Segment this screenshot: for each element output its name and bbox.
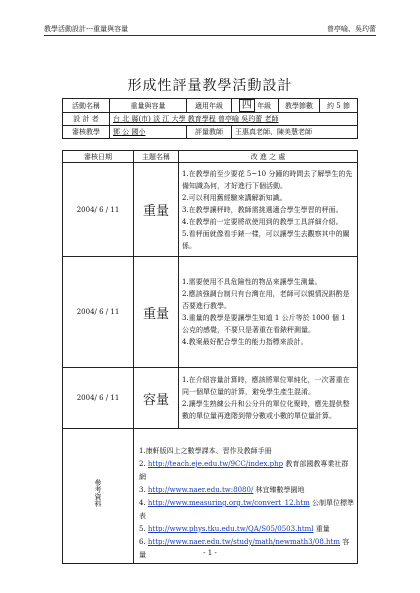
header-right: 曾亭喻、吳玓蕾 (327, 25, 376, 33)
header-rule (44, 35, 376, 36)
review-notes (179, 368, 358, 429)
references-label (63, 429, 134, 564)
note-item: 3.重量的教學是要讓學生知道 1 公斤等於 1000 個 1 公克的感覺，不要只是著重在看錶秤測量。 (182, 314, 346, 334)
reference-link[interactable]: http://www.naer.edu.tw/study/math/newmath3/08.htm (147, 538, 341, 546)
unit-header: 主題名稱 (134, 151, 179, 163)
reference-item: 3. http://www.naer.edu.tw:8080/ 林宜臻數學園地 (139, 486, 305, 494)
page-title: 形成性評量教學活動設計 (127, 78, 293, 94)
reference-item: 5. http://www.phys.tku.edu.tw/QA/S05/0503.html 重量 (139, 525, 330, 533)
notes-header: 改 進 之 處 (179, 151, 358, 163)
header-left: 教學活動設計---重量與容量 (44, 25, 129, 33)
grade-value: 四 (239, 99, 255, 112)
note-item: 3.在教學讓秤時，教師需挑選適合學生學習的秤面。 (182, 205, 343, 214)
info-table (62, 98, 358, 139)
eval-label: 評量教師 (187, 126, 232, 139)
note-item: 1.需要使用不具危險性的物品來讓學生測量。 (182, 278, 322, 286)
date-header: 審核日期 (63, 151, 134, 163)
note-item: 4.教案最好配合學生的能力指標來設計。 (182, 338, 308, 346)
references-list (134, 429, 358, 564)
note-item: 2.讓學生熟練公升和公分升的單位化聚時，應先提供整數的單位量再進階到帶分數或小數的單位量計算。 (182, 400, 350, 420)
note-item: 1.在介紹容量計算時，應該將單位單純化，一次著重在同一個單位量的計算，避免學生產生混淆。 (182, 376, 350, 396)
grade-label: 適用年級 (187, 99, 232, 113)
review-notes (179, 257, 358, 368)
grade-cell (232, 99, 279, 113)
designer-label: 設 計 者 (63, 113, 110, 126)
reference-item: 6. http://www.naer.edu.tw/study/math/newmath3/08.htm 容量 (139, 538, 350, 559)
reviewer-label: 審核教學 (63, 126, 110, 139)
note-item: 4.在教學前一定要將欲使用到的教學工具詳細介紹。 (182, 217, 343, 226)
note-item: 5.看秤面就像看手錶一樣，可以讓學生去觀察其中的關係。 (182, 229, 350, 250)
reference-link[interactable]: http://www.phys.tku.edu.tw/QA/S05/0503.html (147, 525, 314, 533)
reference-link[interactable]: http://www.naer.edu.tw:8080/ (147, 486, 254, 494)
reference-link[interactable]: http://www.measuring.org.tw/convert_12.htm (147, 499, 310, 507)
note-item: 1.在教學前至少要花 5~10 分鐘的時間去了解學生的先備知識為何，才好進行下個活動。 (182, 169, 353, 190)
page-number: - 1 - (203, 549, 217, 557)
eval-value: 王惠真老師、陳美慧老師 (232, 126, 358, 139)
periods-value: 約 5 節 (320, 99, 358, 113)
note-item: 2.可以利用舊經驗來講解新知識。 (182, 193, 287, 202)
review-unit: 重量 (134, 257, 179, 368)
references-label-text: 參考資料 (94, 479, 102, 507)
review-unit: 容量 (134, 368, 179, 429)
reference-item: 2. http://teach.eje.edu.tw/9CC/index.php 教育部國教專業社群網 (139, 460, 349, 481)
review-date: 2004/ 6 / 11 (63, 368, 134, 429)
activity-value: 重量與容量 (110, 99, 187, 113)
review-date: 2004/ 6 / 11 (63, 257, 134, 368)
reference-link[interactable]: http://teach.eje.edu.tw/9CC/index.php (147, 460, 284, 468)
grade-suffix: 年級 (257, 102, 272, 110)
review-unit: 重量 (134, 163, 179, 257)
note-item: 2.應該強調台制只有台灣在用，老師可以親情況斟酌是否要進行教學。 (182, 290, 350, 310)
review-table (62, 150, 358, 564)
reference-item: 1.康軒版四上之數學課本、習作及教師手冊 (139, 447, 272, 455)
review-date: 2004/ 6 / 11 (63, 163, 134, 257)
review-notes (179, 163, 358, 257)
activity-label: 活動名稱 (63, 99, 110, 113)
reference-item: 4. http://www.measuring.org.tw/convert_12.htm 公制單位標準表 (139, 499, 354, 520)
reviewer-value: 鄧 公 國小 (110, 126, 187, 139)
designer-value: 台 北 縣(市) 淡 江 大學 教育學程 曾亭喻 吳玓蕾 老師 (110, 113, 358, 126)
periods-label: 教學節數 (279, 99, 320, 113)
